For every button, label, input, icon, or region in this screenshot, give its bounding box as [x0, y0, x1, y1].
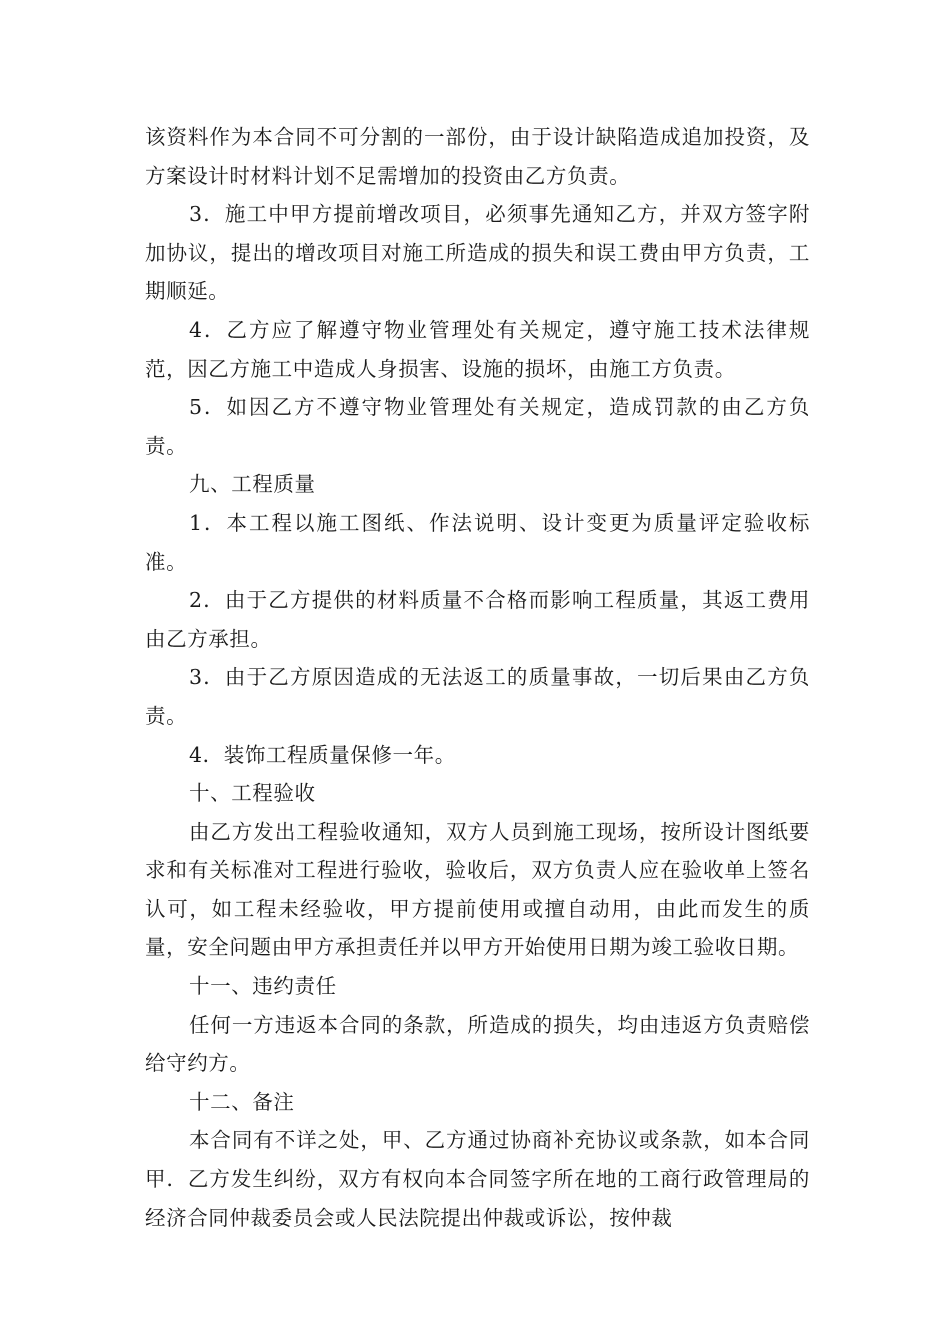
clause-9-2: 2．由于乙方提供的材料质量不合格而影响工程质量，其返工费用由乙方承担。: [145, 588, 810, 651]
clause-12-body: 本合同有不详之处，甲、乙方通过协商补充协议或条款，如本合同甲．乙方发生纠纷，双方有权向本合同签字所在地的工商行政管理局的经济合同仲裁委员会或人民法院提出仲裁或诉讼，按仲裁: [145, 1128, 810, 1230]
document-body: [145, 118, 810, 1237]
clause-9-4: 4．装饰工程质量保修一年。: [189, 742, 456, 767]
section-heading-acceptance: 十、工程验收: [189, 781, 316, 806]
clause-8-4: 4．乙方应了解遵守物业管理处有关规定，遵守施工技术法律规范，因乙方施工中造成人身损害、设施的损坏，由施工方负责。: [145, 317, 810, 381]
clause-9-1: 1．本工程以施工图纸、作法说明、设计变更为质量评定验收标准。: [145, 510, 810, 574]
section-heading-liability: 十一、违约责任: [189, 974, 337, 999]
paragraph-continuation: 该资料作为本合同不可分割的一部份，由于设计缺陷造成追加投资，及方案设计时材料计划不足需增加的投资由乙方负责。: [145, 125, 810, 188]
clause-11-body: 任何一方违返本合同的条款，所造成的损失，均由违返方负责赔偿给守约方。: [145, 1012, 810, 1076]
section-heading-quality: 九、工程质量: [189, 472, 316, 497]
clause-8-3: 3．施工中甲方提前增改项目，必须事先通知乙方，并双方签字附加协议，提出的增改项目对施工所造成的损失和误工费由甲方负责，工期顺延。: [145, 202, 810, 304]
section-heading-remarks: 十二、备注: [189, 1089, 295, 1114]
clause-9-3: 3．由于乙方原因造成的无法返工的质量事故，一切后果由乙方负责。: [145, 665, 810, 728]
clause-10-body: 由乙方发出工程验收通知，双方人员到施工现场，按所设计图纸要求和有关标准对工程进行验收，验收后，双方负责人应在验收单上签名认可，如工程未经验收，甲方提前使用或擅自动用，由此而发生的质量，安全问题由甲方承担责任并以甲方开始使用日期为竣工验收日期。: [145, 819, 810, 960]
clause-8-5: 5．如因乙方不遵守物业管理处有关规定，造成罚款的由乙方负责。: [145, 395, 810, 458]
